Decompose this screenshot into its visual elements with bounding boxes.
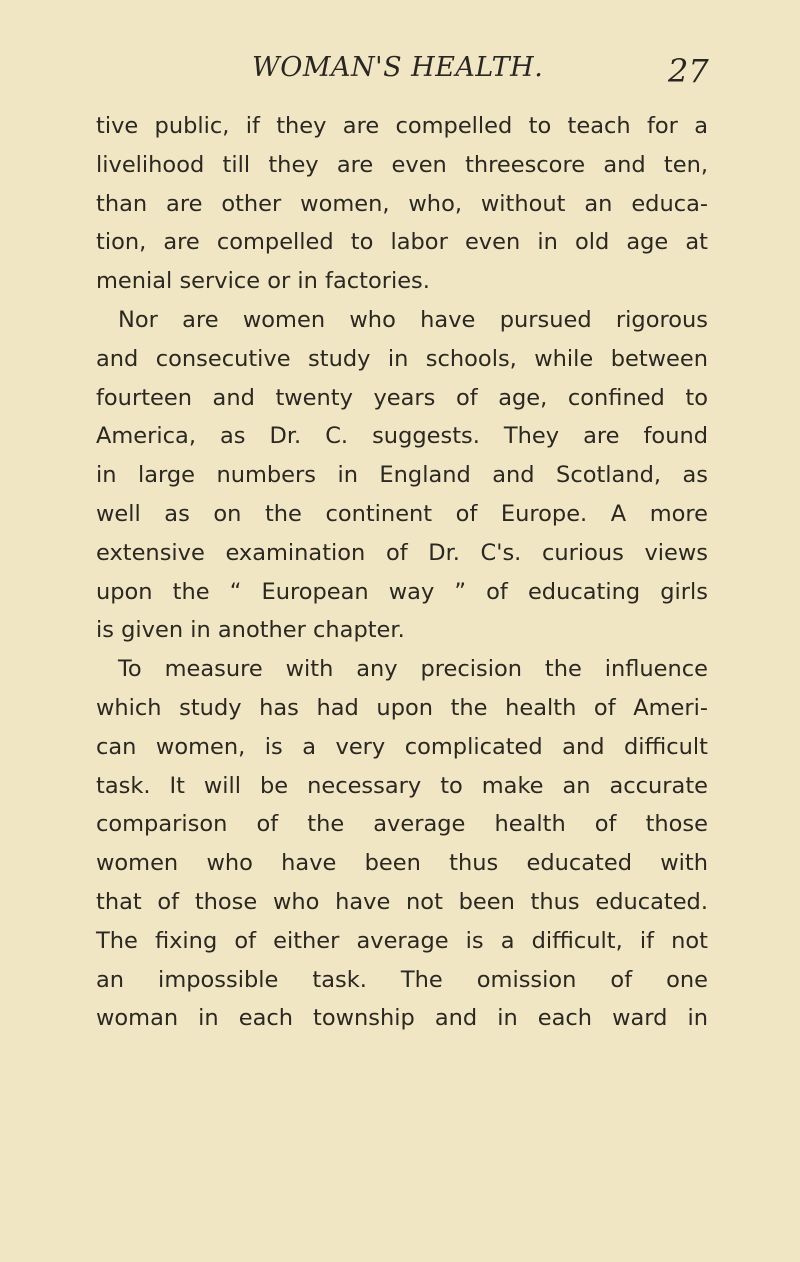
text-line: and consecutive study in schools, while between — [96, 345, 708, 372]
text-line: fourteen and twenty years of age, confined to — [96, 384, 708, 411]
text-line: is given in another chapter. — [96, 617, 405, 644]
text-line: woman in each township and in each ward in — [96, 1005, 708, 1032]
text-line: The fixing of either average is a difficult, if not — [96, 927, 708, 954]
text-line: livelihood till they are even threescore and ten, — [96, 151, 708, 178]
text-line: tion, are compelled to labor even in old age at — [96, 229, 708, 256]
text-line: Nor are women who have pursued rigorous — [118, 306, 708, 333]
text-line: America, as Dr. C. suggests. They are found — [96, 423, 708, 450]
text-line: task. It will be necessary to make an accurate — [96, 772, 708, 799]
text-line: that of those who have not been thus educated. — [96, 888, 708, 915]
text-line: than are other women, who, without an educa- — [96, 190, 708, 217]
text-line: menial service or in factories. — [96, 268, 430, 295]
body-text — [96, 107, 708, 1038]
text-line: comparison of the average health of those — [96, 811, 708, 838]
text-line: well as on the continent of Europe. A more — [96, 500, 708, 527]
text-line: in large numbers in England and Scotland, as — [96, 462, 708, 489]
text-line: an impossible task. The omission of one — [96, 966, 708, 993]
text-line: which study has had upon the health of Ameri- — [96, 694, 708, 721]
text-line: can women, is a very complicated and difficult — [96, 733, 708, 760]
text-line: To measure with any precision the influence — [118, 656, 708, 683]
text-line: upon the “ European way ” of educating girls — [96, 578, 708, 605]
running-head-title: WOMAN'S HEALTH. — [252, 52, 544, 83]
text-line: tive public, if they are compelled to teach for a — [96, 113, 708, 139]
page-number: 27 — [668, 52, 709, 90]
text-line: extensive examination of Dr. C's. curious views — [96, 539, 708, 566]
text-line: women who have been thus educated with — [96, 850, 708, 877]
